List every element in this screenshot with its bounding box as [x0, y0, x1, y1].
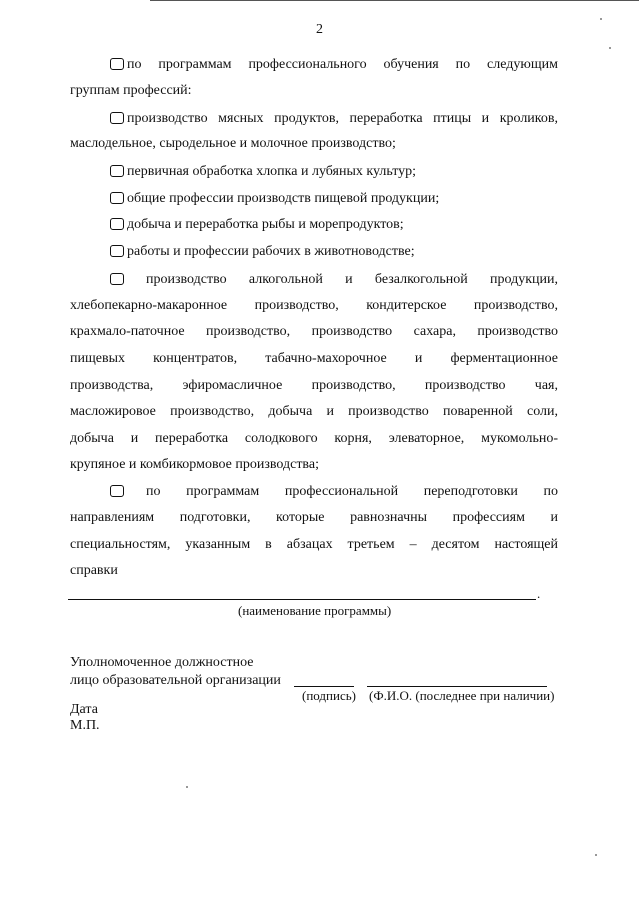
list-item-line — [70, 272, 558, 288]
date-label: Дата — [70, 702, 98, 717]
scan-speck — [186, 786, 188, 788]
checkbox[interactable] — [110, 485, 124, 497]
list-item-line — [70, 164, 558, 180]
checkbox[interactable] — [110, 218, 124, 230]
item-text: добыча и переработка рыбы и морепродуктов; — [127, 217, 404, 232]
signature-field[interactable] — [294, 686, 354, 687]
list-item-line: пищевых концентратов, табачно-махорочное и ферментационное — [70, 351, 558, 366]
list-item-line — [70, 217, 558, 233]
list-item-line: крахмало-паточное производство, производство сахара, производство — [70, 324, 558, 339]
list-item-line — [70, 484, 558, 500]
program-name-field[interactable] — [68, 599, 536, 600]
list-item-line: справки — [70, 563, 118, 578]
list-item-line: группам профессий: — [70, 83, 192, 98]
checkbox[interactable] — [110, 245, 124, 257]
stamp-label: М.П. — [70, 718, 100, 733]
item-text: общие профессии производств пищевой продукции; — [127, 191, 440, 206]
list-item-line: крупяное и комбикормовое производства; — [70, 457, 319, 472]
item-text: по программам профессиональной переподготовки по — [146, 484, 558, 499]
checkbox[interactable] — [110, 112, 124, 124]
field-end-mark: . — [537, 586, 541, 601]
list-item-line — [70, 111, 558, 127]
full-name-caption: (Ф.И.О. (последнее при наличии) — [369, 688, 555, 703]
item-text: первичная обработка хлопка и лубяных культур; — [127, 164, 417, 179]
list-item-line — [70, 244, 558, 260]
checkbox[interactable] — [110, 165, 124, 177]
list-item-line: производства, эфиромасличное производство, производство чая, — [70, 378, 558, 393]
scan-speck — [600, 18, 602, 20]
list-item-line: направлениям подготовки, которые равнозначны профессиям и — [70, 510, 558, 525]
scan-speck — [595, 854, 597, 856]
scan-speck — [609, 47, 611, 49]
signature-label-line2: лицо образовательной организации — [70, 673, 281, 688]
list-item-line — [70, 57, 558, 73]
list-item-line: масложировое производство, добыча и производство поваренной соли, — [70, 404, 558, 419]
program-name-caption: (наименование программы) — [238, 603, 392, 618]
list-item-line — [70, 191, 558, 207]
checkbox[interactable] — [110, 58, 124, 70]
item-text: по программам профессионального обучения по следующим — [127, 57, 558, 72]
list-item-line: специальностям, указанным в абзацах третьем – десятом настоящей — [70, 537, 558, 552]
list-item-line: добыча и переработка солодкового корня, элеваторное, мукомольно- — [70, 431, 558, 446]
checkbox[interactable] — [110, 192, 124, 204]
item-text: производство алкогольной и безалкогольной продукции, — [146, 272, 558, 287]
signature-caption: (подпись) — [302, 688, 356, 703]
scan-top-edge — [150, 0, 639, 1]
checkbox[interactable] — [110, 273, 124, 285]
list-item-line: хлебопекарно-макаронное производство, кондитерское производство, — [70, 298, 558, 313]
item-text: производство мясных продуктов, переработка птицы и кроликов, — [127, 111, 558, 126]
page-number: 2 — [316, 22, 323, 37]
item-text: работы и профессии рабочих в животноводстве; — [127, 244, 415, 259]
full-name-field[interactable] — [367, 686, 547, 687]
list-item-line: маслодельное, сыродельное и молочное производство; — [70, 136, 396, 151]
signature-label-line1: Уполномоченное должностное — [70, 655, 254, 670]
